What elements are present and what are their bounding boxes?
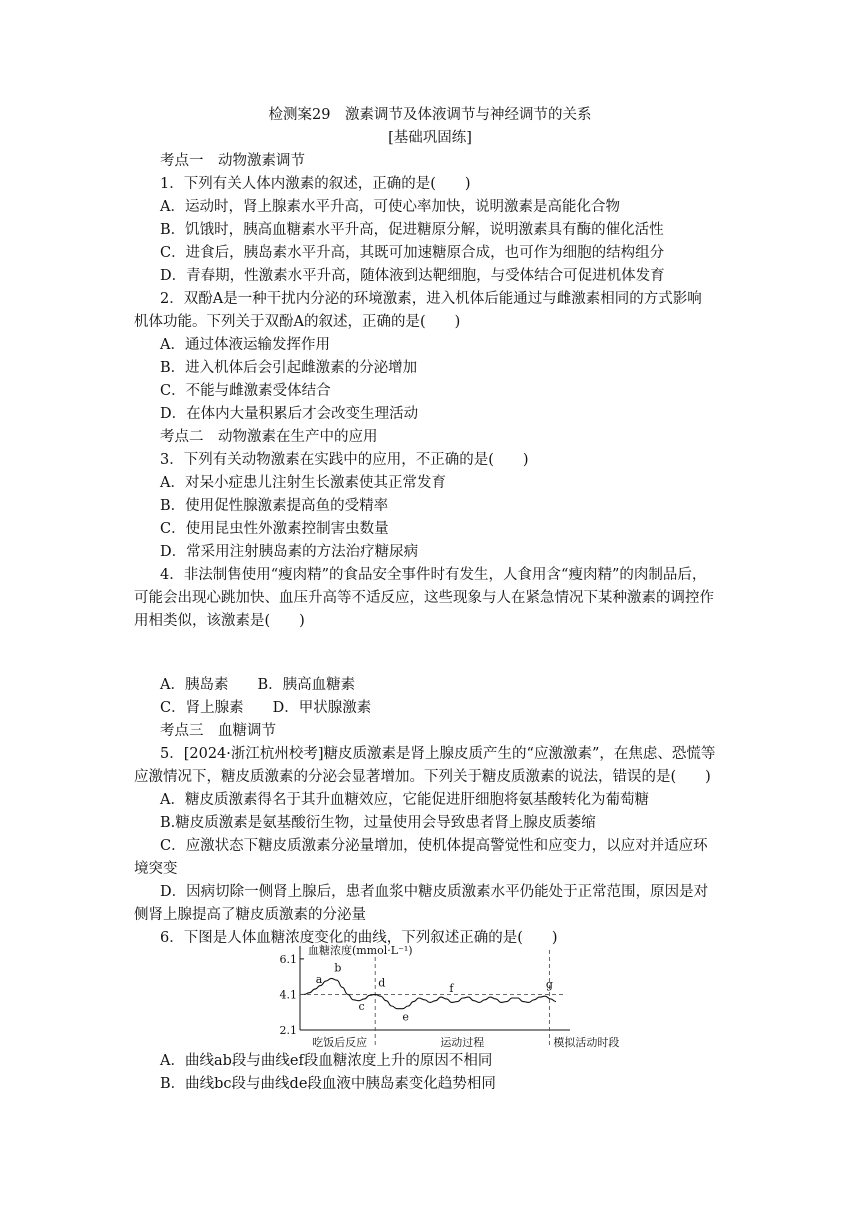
question-2-option-c: C．不能与雌激素受体结合 [160, 383, 331, 399]
question-1-stem: 1．下列有关人体内激素的叙述，正确的是( ) [160, 176, 471, 192]
question-2-stem-line2: 机体功能。下列关于双酚A的叙述，正确的是( ) [134, 314, 461, 330]
question-2-option-b: B．进入机体后会引起雌激素的分泌增加 [160, 360, 418, 376]
chart-point-label-d: d [378, 976, 386, 990]
chart-y-tick-label-2: 2.1 [279, 1024, 297, 1037]
question-5-stem-line1: 5．[2024·浙江杭州校考]糖皮质激素是肾上腺皮质产生的“应激激素”，在焦虑、恐慌等 [160, 746, 716, 762]
question-3-option-c: C．使用昆虫性外激素控制害虫数量 [160, 521, 389, 537]
chart-curve [304, 978, 556, 1008]
question-5-option-c-line2: 境突变 [134, 861, 178, 877]
question-5-option-b: B.糖皮质激素是氨基酸衍生物，过量使用会导致患者肾上腺皮质萎缩 [160, 815, 596, 831]
question-3-option-b: B．使用促性腺激素提高鱼的受精率 [160, 498, 389, 514]
chart-phase-label-3: 模拟活动时段 [553, 1036, 620, 1049]
chart-phase-label-1: 吃饭后反应 [312, 1036, 368, 1049]
question-5-option-d-line2: 侧肾上腺提高了糖皮质激素的分泌量 [134, 907, 366, 923]
question-3-option-d: D．常采用注射胰岛素的方法治疗糖尿病 [160, 544, 419, 560]
question-4-stem-line2: 可能会出现心跳加快、血压升高等不适反应，这些现象与人在紧急情况下某种激素的调控作 [134, 590, 714, 606]
question-5-option-d-line1: D．因病切除一侧肾上腺后，患者血浆中糖皮质激素水平仍能处于正常范围，原因是对 [160, 884, 709, 900]
question-2-option-d: D．在体内大量积累后才会改变生理活动 [160, 406, 419, 422]
section-banner: [基础巩固练] [388, 130, 472, 146]
question-5-stem-line2: 应激情况下，糖皮质激素的分泌会显著增加。下列关于糖皮质激素的说法，错误的是( ) [134, 769, 711, 785]
section-heading-2: 考点二 动物激素在生产中的应用 [160, 429, 378, 445]
question-1-option-d: D．青春期，性激素水平升高，随体液到达靶细胞，与受体结合可促进机体发育 [160, 268, 665, 284]
question-4-stem-line3: 用相类似，该激素是( ) [134, 613, 305, 629]
chart-point-label-f: f [449, 981, 454, 995]
section-heading-3: 考点三 血糖调节 [160, 723, 276, 739]
question-6-option-b: B．曲线bc段与曲线de段血液中胰岛素变化趋势相同 [160, 1076, 496, 1092]
chart-point-label-e: e [402, 1010, 409, 1024]
question-1-option-c: C．进食后，胰岛素水平升高，其既可加速糖原合成，也可作为细胞的结构组分 [160, 245, 665, 261]
question-3-stem: 3．下列有关动物激素在实践中的应用，不正确的是( ) [160, 452, 529, 468]
section-heading-1: 考点一 动物激素调节 [160, 153, 305, 169]
chart-point-label-a: a [315, 973, 323, 987]
chart-point-label-g: g [545, 978, 553, 992]
page-title: 检测案29 激素调节及体液调节与神经调节的关系 [268, 107, 592, 123]
question-6-stem: 6．下图是人体血糖浓度变化的曲线，下列叙述正确的是( ) [160, 930, 558, 946]
question-5-option-c-line1: C．应激状态下糖皮质激素分泌量增加，使机体提高警觉性和应变力，以应对并适应环 [160, 838, 708, 854]
question-5-option-a: A．糖皮质激素得名于其升血糖效应，它能促进肝细胞将氨基酸转化为葡萄糖 [160, 792, 649, 808]
chart-y-axis-label: 血糖浓度(mmol·L⁻¹) [308, 944, 413, 957]
question-6-option-a: A．曲线ab段与曲线ef段血糖浓度上升的原因不相同 [160, 1053, 493, 1069]
question-1-option-a: A．运动时，肾上腺素水平升高，可使心率加快，说明激素是高能化合物 [160, 199, 620, 215]
question-2-stem-line1: 2．双酚A是一种干扰内分泌的环境激素，进入机体后能通过与雌激素相同的方式影响 [160, 291, 702, 307]
chart-y-tick-label-0: 6.1 [279, 952, 297, 966]
question-3-option-a: A．对呆小症患儿注射生长激素使其正常发育 [160, 475, 446, 491]
question-4-options-cd: C．肾上腺素 D．甲状腺激素 [160, 700, 372, 716]
chart-y-tick-label-1: 4.1 [279, 988, 297, 1002]
chart-phase-label-2: 运动过程 [440, 1036, 485, 1049]
question-4-stem-line1: 4．非法制售使用“瘦肉精”的食品安全事件时有发生，人食用含“瘦肉精”的肉制品后， [160, 567, 707, 583]
blood-glucose-chart [279, 940, 620, 1050]
question-2-option-a: A．通过体液运输发挥作用 [160, 337, 330, 353]
question-1-option-b: B．饥饿时，胰高血糖素水平升高，促进糖原分解，说明激素具有酶的催化活性 [160, 222, 664, 238]
chart-point-label-b: b [334, 961, 342, 975]
question-4-options-ab: A．胰岛素 B．胰高血糖素 [160, 677, 356, 693]
chart-point-label-c: c [358, 999, 365, 1013]
